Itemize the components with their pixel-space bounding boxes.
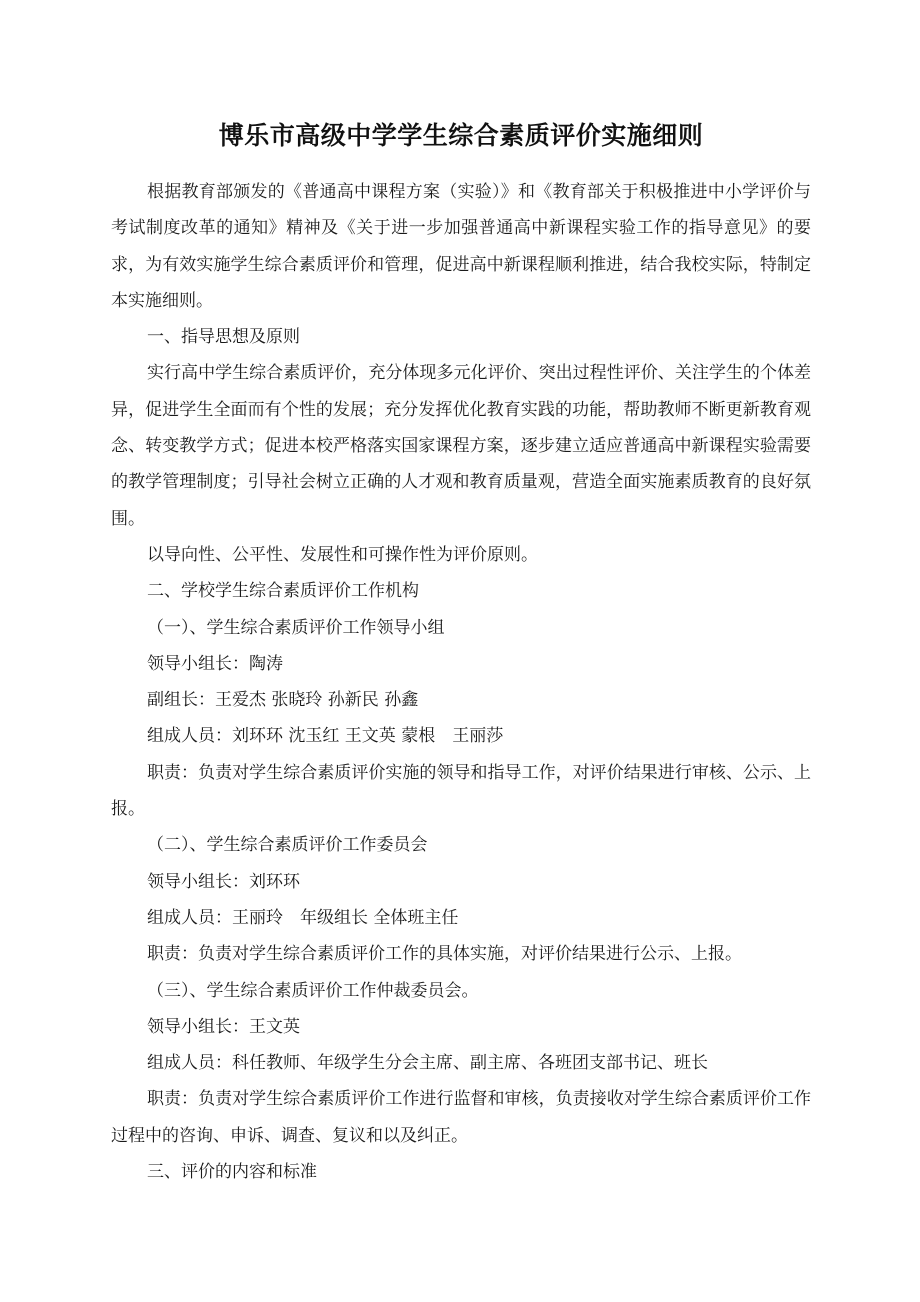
document-title: 博乐市高级中学学生综合素质评价实施细则 xyxy=(218,121,704,150)
section-heading-1: 一、指导思想及原则 xyxy=(147,327,300,348)
deputy-line-1: 副组长：王爱杰 张晓玲 孙新民 孙鑫 xyxy=(147,690,419,711)
section-heading-2: 二、学校学生综合素质评价工作机构 xyxy=(147,581,419,602)
members-line-1: 组成人员：刘环环 沈玉红 王文英 蒙根 王丽莎 xyxy=(147,726,504,747)
section-heading-3: 三、评价的内容和标准 xyxy=(147,1162,317,1183)
members-line-2: 组成人员：王丽玲 年级组长 全体班主任 xyxy=(147,907,459,928)
leader-line-3: 领导小组长：王文英 xyxy=(147,1016,300,1037)
principle-summary: 以导向性、公平性、发展性和可操作性为评价原则。 xyxy=(147,544,538,565)
intro-paragraph: 根据教育部颁发的《普通高中课程方案（实验）》和《教育部关于积极推进中小学评价与考试制度改革的通知》精神及《关于进一步加强普通高中新课程实验工作的指导意见》的要求，为有效实施学生综合素质评价和管理，促进高中新课程顺利推进，结合我校实际，特制定本实施细则。 xyxy=(111,182,811,311)
principle-paragraph: 实行高中学生综合素质评价，充分体现多元化评价、突出过程性评价、关注学生的个体差异，促进学生全面而有个性的发展；充分发挥优化教育实践的功能，帮助教师不断更新教育观念、转变教学方式；促进本校严格落实国家课程方案，逐步建立适应普通高中新课程实验需要的教学管理制度；引导社会树立正确的人才观和教育质量观，营造全面实施素质教育的良好氛围。 xyxy=(111,363,811,529)
subsection-heading-1: （一）、学生综合素质评价工作领导小组 xyxy=(147,617,445,638)
leader-line-1: 领导小组长：陶涛 xyxy=(147,653,283,674)
subsection-heading-3: （三）、学生综合素质评价工作仲裁委员会。 xyxy=(147,980,479,1001)
subsection-heading-2: （二）、学生综合素质评价工作委员会 xyxy=(147,835,428,856)
leader-line-2: 领导小组长：刘环环 xyxy=(147,871,300,892)
duty-line-2: 职责：负责对学生综合素质评价工作的具体实施，对评价结果进行公示、上报。 xyxy=(147,944,742,965)
duty-line-3: 职责：负责对学生综合素质评价工作进行监督和审核，负责接收对学生综合素质评价工作过程中的咨询、申诉、调查、复议和以及纠正。 xyxy=(111,1089,811,1146)
document-body xyxy=(111,174,811,1190)
members-line-3: 组成人员：科任教师、年级学生分会主席、副主席、各班团支部书记、班长 xyxy=(147,1053,708,1074)
document-page xyxy=(111,118,811,1190)
duty-line-1: 职责：负责对学生综合素质评价实施的领导和指导工作，对评价结果进行审核、公示、上报。 xyxy=(111,762,811,820)
